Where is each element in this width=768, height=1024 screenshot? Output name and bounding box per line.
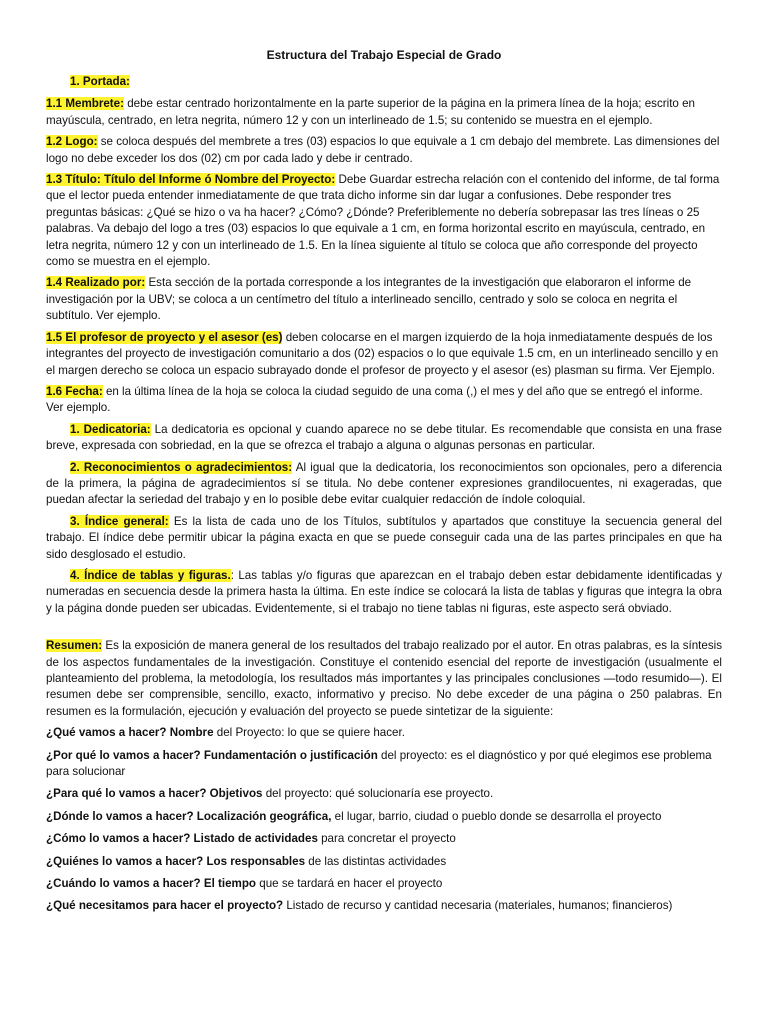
item-label: 1.1 Membrete: [46,97,124,111]
item-text: se coloca después del membrete a tres (03) espacios lo que equivale a 1 cm debajo del membrete. Las dimensiones del logo no debe exceder los dos (02) cm por cada lado y debe ir centrado. [46,135,720,165]
question-answer: Listado de recurso y cantidad necesaria (materiales, humanos; financieros) [283,899,673,913]
item-text: debe estar centrado horizontalmente en la parte superior de la página en la primera línea de la hoja; escrito en mayúscula, centrado, en letra negrita, número 12 y con un interlineado de 1.5; su contenido se muestra en el ejemplo. [46,97,695,127]
question-label: ¿Por qué lo vamos a hacer? Fundamentación o justificación [46,748,378,762]
question-que-necesitamos [46,898,722,914]
document-title: Estructura del Trabajo Especial de Grado [266,48,502,62]
section-indice-tablas [46,568,722,617]
question-label: ¿Qué vamos a hacer? Nombre [46,726,214,740]
question-answer: del proyecto: qué solucionaría ese proyecto. [262,787,494,801]
section-text: Al igual que la dedicatoria, los reconocimientos son opcionales, pero a diferencia de la primera, la página de agradecimientos sí se titula. No debe contener expresiones grandilocuentes, ni exageradas, que puedan afectar la seriedad del trabajo y en lo posible debe evitar cualquier redacción de índole coloquial. [46,460,722,507]
item-realizado-por [46,275,722,324]
section-reconocimientos [46,460,722,509]
item-text: Debe Guardar estrecha relación con el contenido del informe, de tal forma que el lector pueda entender inmediatamente de que trata dicho informe sin dar lugar a confusiones. Debe responder tres preguntas básicas: ¿Qué se hizo o va ha hacer? ¿Cómo? ¿Dónde? Preferiblemente no debería sobrepasar las tres líneas o 25 palabras. Va debajo del logo a tres (03) espacios lo que equivale a 1 cm, en forma horizontal escrito en mayúscula, centrado, en letra negrita, número 12 y con un interlineado de 1.5. En la línea siguiente al título se coloca que año corresponde del proyecto como se muestra en el ejemplo. [46,173,720,269]
section-dedicatoria [46,422,722,455]
item-fecha [46,384,722,417]
portada-heading [70,74,722,90]
section-indice-general [46,514,722,563]
item-label: 1.5 El profesor de proyecto y el asesor (es) [46,330,283,344]
item-profesor-asesor [46,330,722,379]
item-label: 1.2 Logo: [46,135,98,149]
item-label: 1.3 Título: Título del Informe ó Nombre del Proyecto: [46,173,336,187]
question-answer: el lugar, barrio, ciudad o pueblo donde se desarrolla el proyecto [331,809,662,823]
spacer [46,622,722,638]
item-text: deben colocarse en el margen izquierdo de la hoja inmediatamente después de los integrantes del proyecto de investigación comunitario a dos (02) espacios o lo que equivale 1.5 cm, en un interlineado sencillo y en el margen derecho se coloca un espacio subrayado donde el profesor de proyecto y el asesor (es) plasman su firma. Ver Ejemplo. [46,330,719,377]
question-como [46,831,722,847]
question-cuando [46,876,722,892]
section-text: La dedicatoria es opcional y cuando aparece no se debe titular. Es recomendable que consista en una frase breve, expresada con sobriedad, en la que se ofrezca el trabajo a alguna o algunas personas en particular. [46,422,722,453]
question-answer: para concretar el proyecto [317,832,456,846]
question-donde [46,809,722,825]
question-por-que [46,748,722,781]
item-text: Esta sección de la portada corresponde a los integrantes de la investigación que elaboraron el informe de investigación por la UBV; se coloca a un centímetro del título a interlineado sencillo, centrado y solo se coloca en negrita el subtítulo. Ver ejemplo. [46,276,692,323]
question-answer: del proyecto: es el diagnóstico y por qué elegimos ese problema para solucionar [46,748,712,779]
question-label: ¿Cuándo lo vamos a hacer? El tiempo [46,877,257,891]
section-text: Es la lista de cada uno de los Títulos, subtítulos y apartados que constituye la secuencia general del trabajo. El índice debe permitir ubicar la página exacta en que se puede conseguir cada una de las partes principales en que ha sido desglosado el estudio. [46,514,722,561]
question-para-que [46,786,722,802]
question-answer: del Proyecto: lo que se quiere hacer. [213,726,405,740]
item-logo [46,134,722,167]
portada-label: 1. Portada: [70,75,130,88]
question-label: ¿Para qué lo vamos a hacer? Objetivos [46,787,263,801]
section-label: 1. Dedicatoria: [70,422,151,436]
section-label: 3. Índice general: [70,514,169,528]
item-label: 1.4 Realizado por: [46,276,146,290]
question-label: ¿Quiénes lo vamos a hacer? Los responsables [46,854,306,868]
item-label: 1.6 Fecha: [46,384,103,398]
question-answer: de las distintas actividades [305,854,447,868]
question-label: ¿Cómo lo vamos a hacer? Listado de actividades [46,832,318,846]
resumen-text: Es la exposición de manera general de los resultados del trabajo realizado por el autor. En otras palabras, es la síntesis de los aspectos fundamentales de la investigación. Constituye el contenido esencial del reporte de investigación (usualmente el planteamiento del problema, la metodología, los resultados más importantes y las principales conclusiones —todo resumido—). El resumen debe ser comprensible, sencillo, exacto, informativo y preciso. No debe exceder de una página o 250 palabras. En resumen es la formulación, ejecución y evaluación del proyecto se puede sintetizar de la siguiente: [46,639,722,718]
section-label: 4. Índice de tablas y figuras. [70,568,231,582]
section-text: : Las tablas y/o figuras que aparezcan en el trabajo deben estar debidamente identificadas y numeradas en secuencia desde la primera hasta la última. En este índice se colocará la lista de tablas y figuras que integra la obra y la página donde pueden ser ubicadas. Evidentemente, si el trabajo no tiene tablas ni figuras, este aspecto será obviado. [46,568,722,615]
section-label: 2. Reconocimientos o agradecimientos: [70,460,293,474]
item-titulo [46,172,722,270]
question-answer: que se tardará en hacer el proyecto [256,877,443,891]
item-text: en la última línea de la hoja se coloca la ciudad seguido de una coma (,) el mes y del año que se entregó el informe. Ver ejemplo. [46,384,703,415]
question-label: ¿Dónde lo vamos a hacer? Localización geográfica, [46,809,332,823]
question-que [46,725,722,741]
resumen-paragraph [46,638,722,720]
item-membrete [46,96,722,129]
question-label: ¿Qué necesitamos para hacer el proyecto? [46,899,284,913]
question-quienes [46,854,722,870]
resumen-label: Resumen: [46,639,103,653]
